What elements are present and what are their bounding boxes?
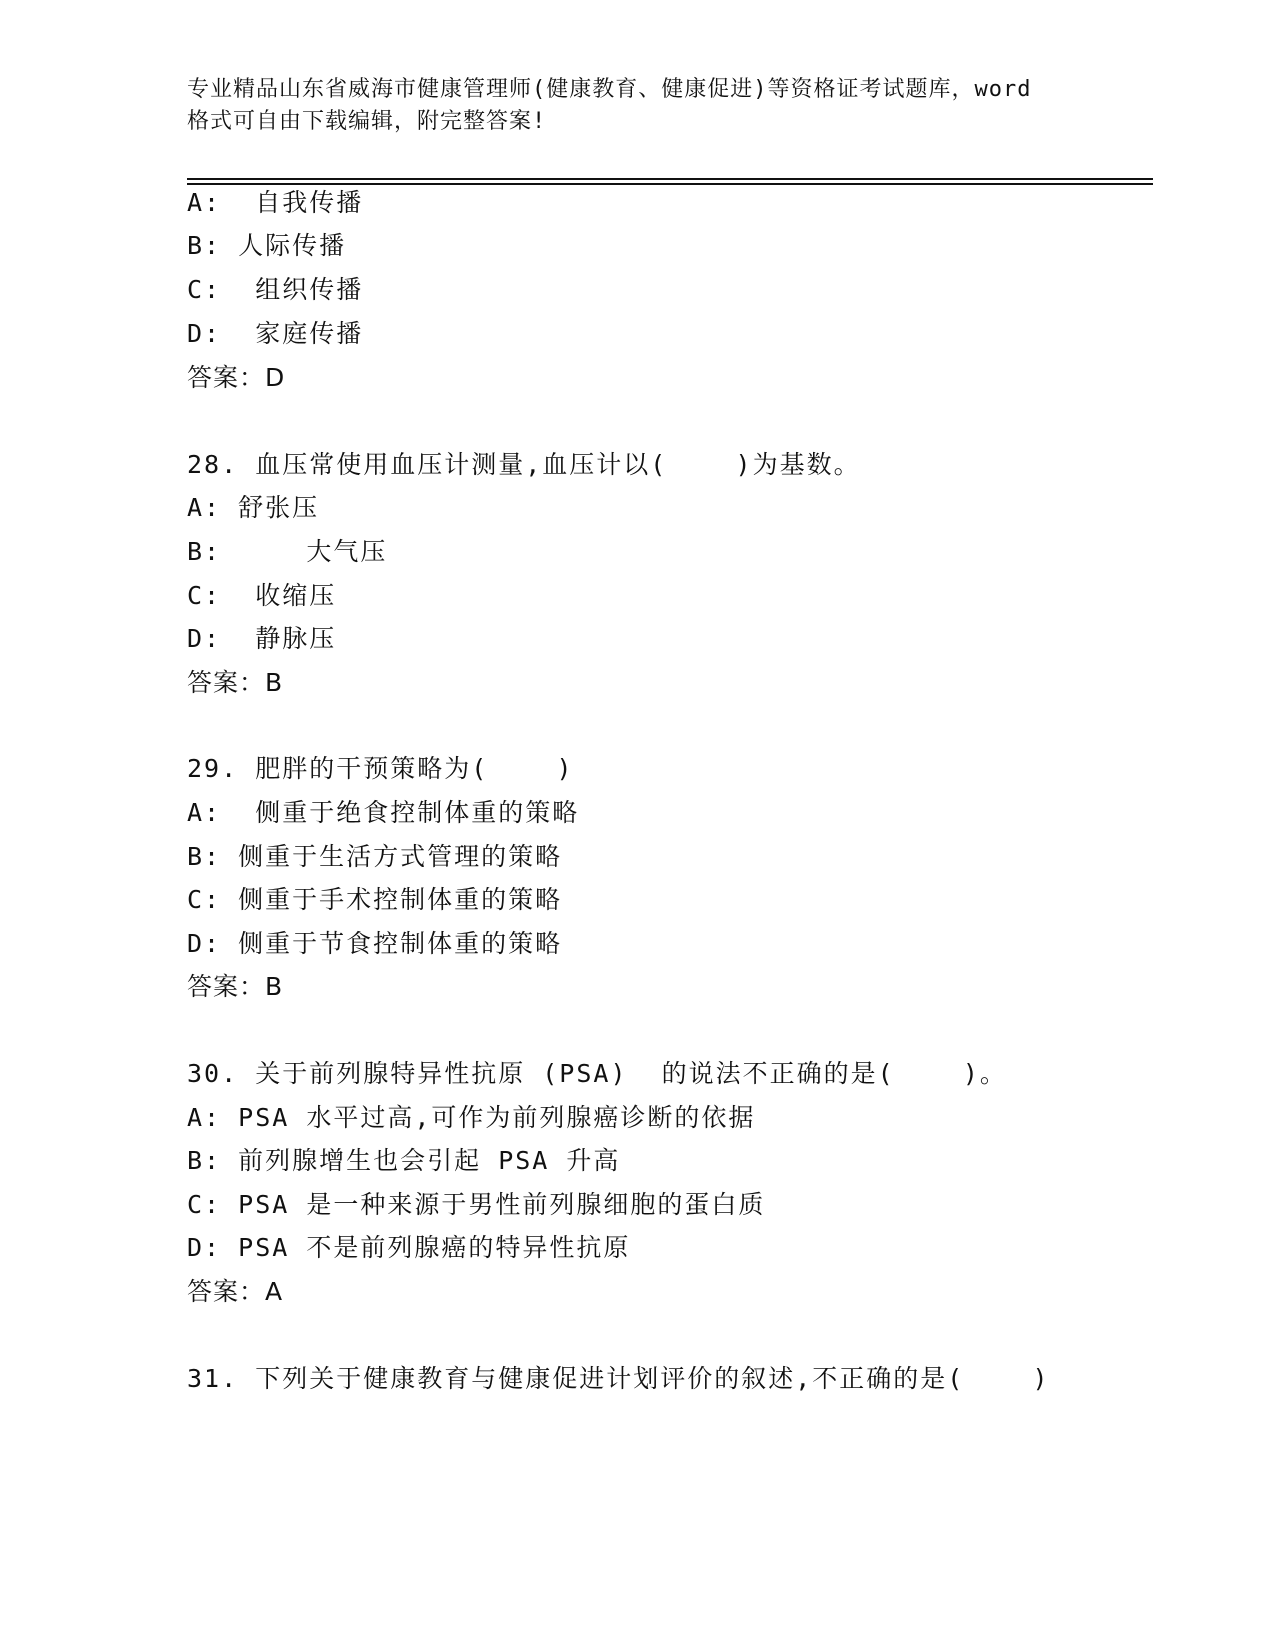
- q30-option-c: C: PSA 是一种来源于男性前列腺细胞的蛋白质: [187, 1190, 766, 1219]
- q27-answer: 答案：D: [187, 363, 286, 392]
- q29-option-b: B: 侧重于生活方式管理的策略: [187, 842, 563, 871]
- q27-option-d: D: 家庭传播: [187, 319, 364, 348]
- q30-option-a: A: PSA 水平过高,可作为前列腺癌诊断的依据: [187, 1103, 756, 1132]
- header-line-1: 专业精品山东省威海市健康管理师(健康教育、健康促进)等资格证考试题库，word: [187, 77, 1032, 102]
- q30-stem: 30. 关于前列腺特异性抗原 (PSA) 的说法不正确的是( )。: [187, 1059, 1007, 1088]
- header-rule-top: [187, 178, 1153, 180]
- q29-option-c: C: 侧重于手术控制体重的策略: [187, 885, 563, 914]
- q28-option-a: A: 舒张压: [187, 493, 320, 522]
- q29-option-a: A: 侧重于绝食控制体重的策略: [187, 798, 580, 827]
- q30-option-d: D: PSA 不是前列腺癌的特异性抗原: [187, 1233, 631, 1262]
- document-header: [187, 74, 1087, 138]
- q28-stem: 28. 血压常使用血压计测量,血压计以( )为基数。: [187, 450, 861, 479]
- q29-stem: 29. 肥胖的干预策略为( ): [187, 754, 574, 783]
- header-rule-bottom: [187, 183, 1153, 185]
- q29-option-d: D: 侧重于节食控制体重的策略: [187, 929, 563, 958]
- q30-answer: 答案：A: [187, 1277, 284, 1306]
- q30-option-b: B: 前列腺增生也会引起 PSA 升高: [187, 1146, 621, 1175]
- q27-option-c: C: 组织传播: [187, 275, 364, 304]
- q31-stem: 31. 下列关于健康教育与健康促进计划评价的叙述,不正确的是( ): [187, 1364, 1050, 1393]
- q28-option-b: B: 大气压: [187, 537, 388, 566]
- q27-option-a: A: 自我传播: [187, 188, 364, 217]
- q28-option-c: C: 收缩压: [187, 581, 337, 610]
- q28-option-d: D: 静脉压: [187, 624, 337, 653]
- header-line-2: 格式可自由下载编辑，附完整答案!: [187, 109, 547, 134]
- q27-option-b: B: 人际传播: [187, 231, 347, 260]
- q28-answer: 答案：B: [187, 668, 284, 697]
- q29-answer: 答案：B: [187, 972, 284, 1001]
